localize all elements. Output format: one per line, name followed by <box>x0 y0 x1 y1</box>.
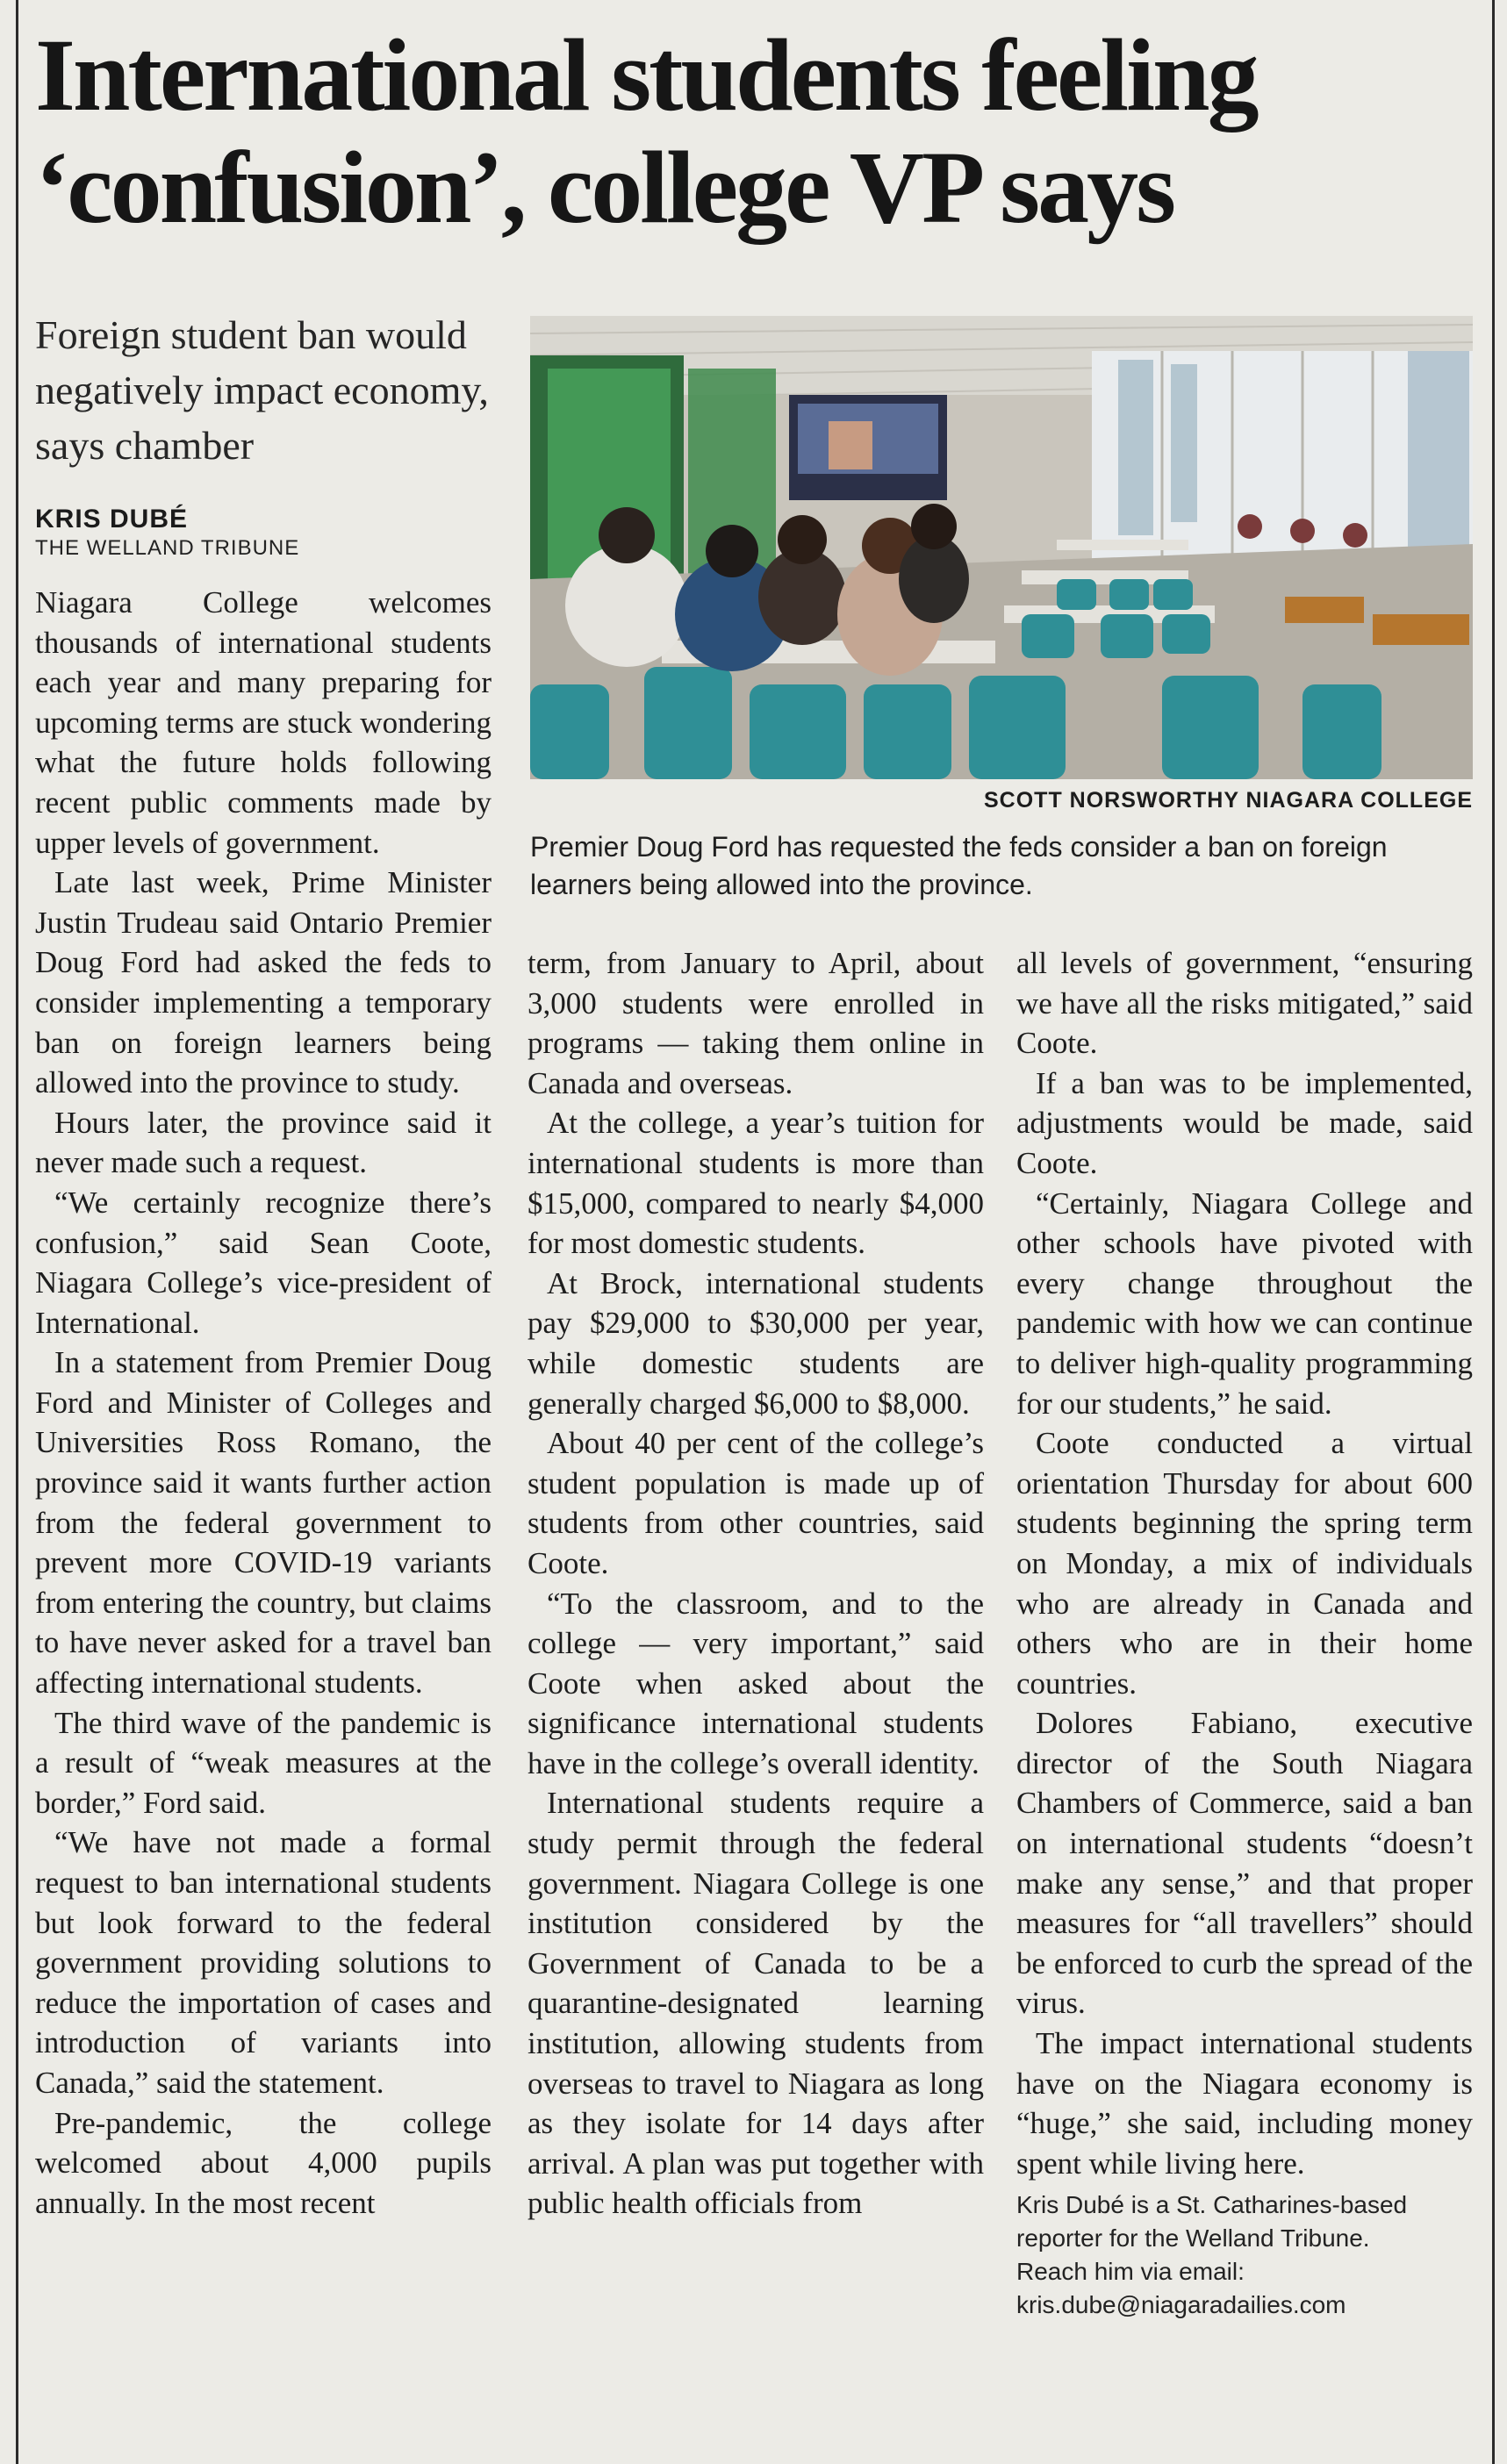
cafeteria-photo-illustration <box>530 316 1473 779</box>
paragraph: “We certainly recognize there’s confusion,” said Sean Coote, Niagara College’s vice-president of International. <box>35 1185 492 1340</box>
headline: International students feeling ‘confusion’, college VP says <box>35 18 1257 245</box>
paragraph: “To the classroom, and to the college — very important,” said Coote when asked about the significance international students have in the college’s overall identity. <box>527 1586 984 1780</box>
paragraph: Hours later, the province said it never made such a request. <box>35 1105 492 1180</box>
author-tagline <box>1016 2188 1473 2322</box>
author-email-link[interactable]: kris.dube@niagaradailies.com <box>1016 2291 1346 2319</box>
paragraph: Coote conducted a virtual orientation Thursday for about 600 students beginning the spring term on Monday, a mix of individuals who are already in Canada and others who are in their home countries. <box>1016 1426 1473 1701</box>
paragraph: In a statement from Premier Doug Ford and Minister of Colleges and Universities Ross Romano, the province said it wants further action from the federal government to prevent more COVID-19 variants from entering the country, but claims to have never asked for a travel ban affecting international students. <box>35 1345 492 1701</box>
photo-credit: SCOTT NORSWORTHY NIAGARA COLLEGE <box>984 788 1473 813</box>
paragraph: all levels of government, “ensuring we have all the risks mitigated,” said Coote. <box>1016 946 1473 1061</box>
byline-publication: THE WELLAND TRIBUNE <box>35 536 300 560</box>
left-column-rule <box>16 0 18 2464</box>
paragraph: term, from January to April, about 3,000 students were enrolled in programs — taking them online in Canada and overseas. <box>527 946 984 1100</box>
paragraph: Pre-pandemic, the college welcomed about 4,000 pupils annually. In the most recent <box>35 2105 492 2220</box>
paragraph: International students require a study permit through the federal government. Niagara College is one institution considered by the Government of Canada to be a quarantine-designated learning institution, allowing students from overseas to travel to Niagara as long as they isolate for 14 days after arrival. A plan was put together with public health officials from <box>527 1786 984 2221</box>
article-photo <box>530 316 1473 779</box>
paragraph: “Certainly, Niagara College and other schools have pivoted with every change throughout the pandemic with how we can continue to deliver high-quality programming for our students,” he said. <box>1016 1185 1473 1421</box>
tagline-line: Kris Dubé is a St. Catharines-based <box>1016 2191 1408 2219</box>
photo-caption: Premier Doug Ford has requested the feds consider a ban on foreign learners being allowed into the province. <box>530 831 1388 900</box>
paragraph: The impact international students have on the Niagara economy is “huge,” she said, including money spent while living here. <box>1016 2026 1473 2181</box>
byline <box>35 505 299 562</box>
paragraph: At the college, a year’s tuition for international students is more than $15,000, compared to nearly $4,000 for most domestic students. <box>527 1106 984 1261</box>
article-column-1 <box>35 583 492 2223</box>
paragraph: Dolores Fabiano, executive director of the South Niagara Chambers of Commerce, said a ban on international students “doesn’t make any sense,” and that proper measures for “all travellers” should be enforced to curb the spread of the virus. <box>1016 1706 1473 2021</box>
paragraph: Late last week, Prime Minister Justin Trudeau said Ontario Premier Doug Ford had asked the feds to consider implementing a temporary ban on foreign learners being allowed into the province to study. <box>35 865 492 1100</box>
paragraph: The third wave of the pandemic is a result of “weak measures at the border,” Ford said. <box>35 1705 492 1820</box>
article-column-3 <box>1016 943 1473 2322</box>
paragraph: At Brock, international students pay $29,000 to $30,000 per year, while domestic students are generally charged $6,000 to $8,000. <box>527 1265 984 1421</box>
tagline-line: reporter for the Welland Tribune. <box>1016 2224 1370 2253</box>
paragraph: If a ban was to be implemented, adjustments would be made, said Coote. <box>1016 1065 1473 1180</box>
right-column-rule <box>1492 0 1495 2464</box>
byline-author: KRIS DUBÉ <box>35 505 189 534</box>
paragraph: Niagara College welcomes thousands of international students each year and many preparing for upcoming terms are stuck wondering what the future holds following recent public comments made by upper levels of government. <box>35 585 492 860</box>
tagline-line: Reach him via email: <box>1016 2258 1245 2286</box>
deck-subheadline: Foreign student ban would negatively impact economy, says chamber <box>35 312 489 468</box>
article-column-2 <box>527 943 984 2224</box>
paragraph: About 40 per cent of the college’s student population is made up of students from other countries, said Coote. <box>527 1426 984 1580</box>
paragraph: “We have not made a formal request to ban international students but look forward to the federal government providing solutions to reduce the importation of cases and introduction of variants into Canada,” said the statement. <box>35 1825 492 2100</box>
